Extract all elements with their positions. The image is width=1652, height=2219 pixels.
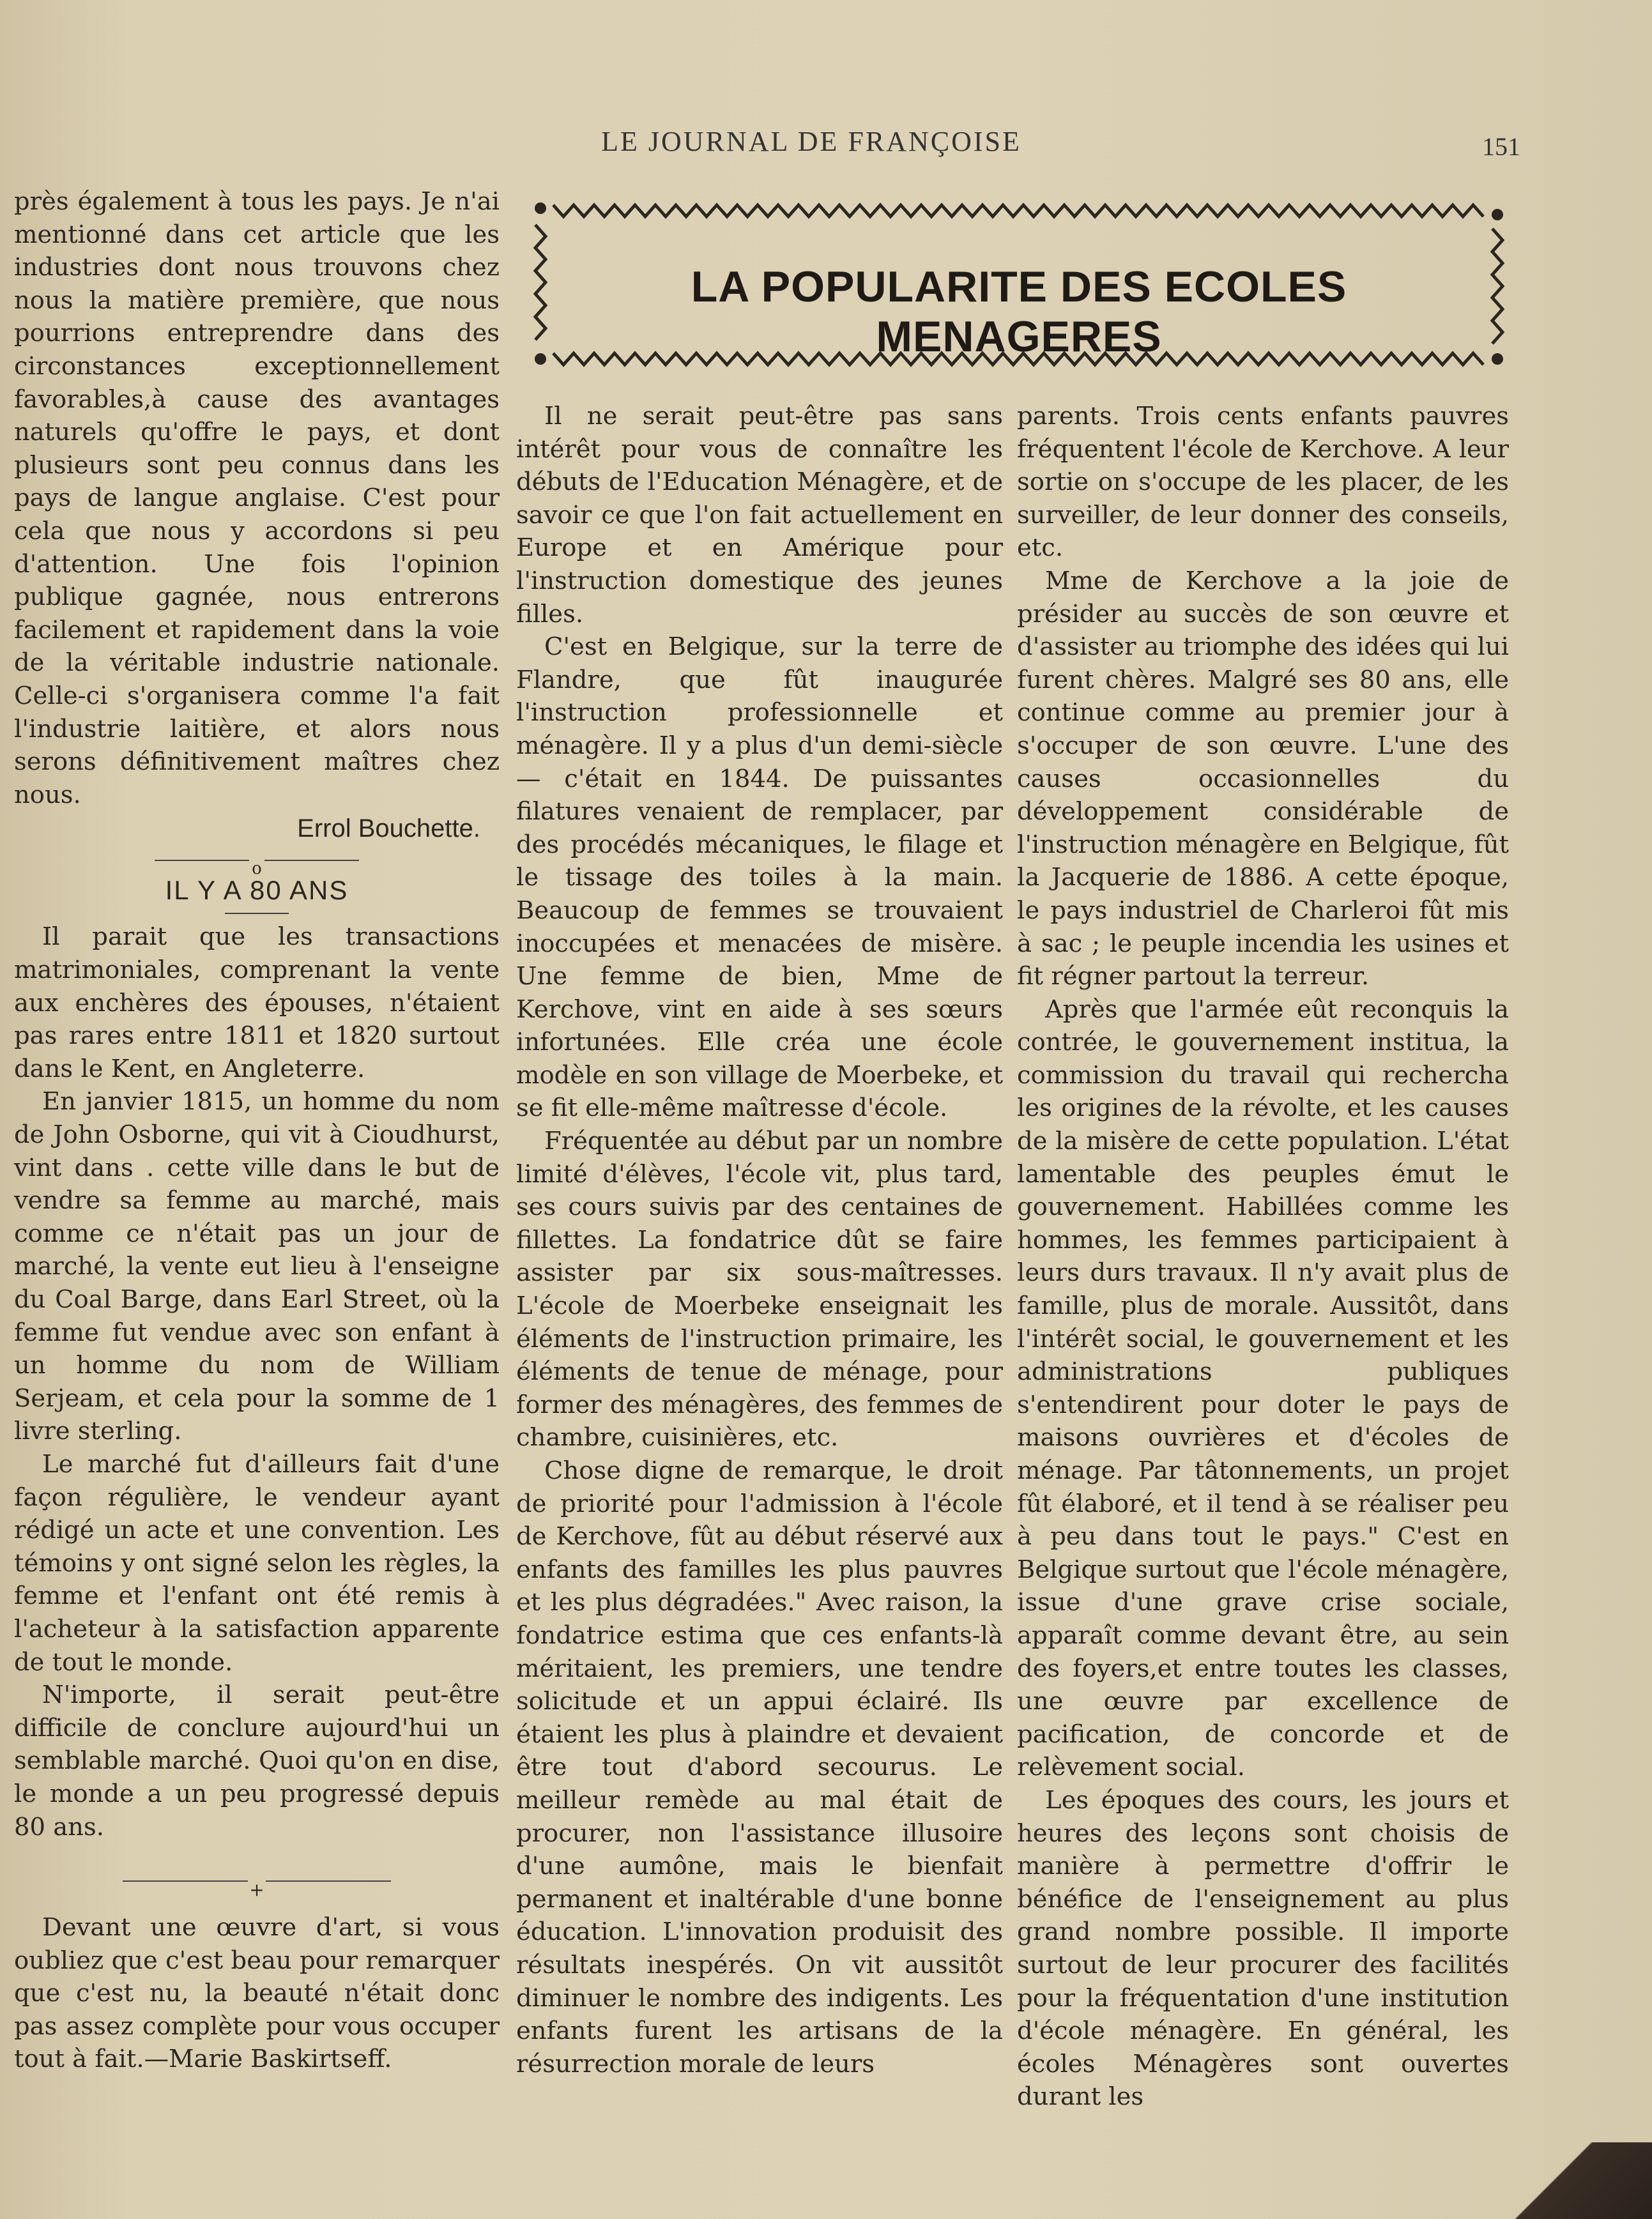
page-corner-shadow <box>1499 2142 1652 2219</box>
right-column <box>1017 400 1509 2114</box>
article-title: LA POPULARITE DES ECOLES MENAGERES <box>691 263 1347 361</box>
section-paragraph: Le marché fut d'ailleurs fait d'une façon régulière, le vendeur ayant rédigé un acte et une convention. Les témoins y ont signé selon les règles, la femme et l'enfant ont été remis à l'acheteur à la satisfaction apparente de tout le monde. <box>14 1449 500 1677</box>
article-paragraph: Il ne serait peut-être pas sans intérêt pour vous de connaître les débuts de l'Education Ménagère, et de savoir ce que l'on fait actuellement en Europe et en Amérique pour l'instruction domestique des jeunes filles. <box>516 402 1003 629</box>
section-title: IL Y A 80 ANS <box>14 874 500 915</box>
divider-ornament: + <box>249 1879 264 1901</box>
section-paragraph: En janvier 1815, un homme du nom de John Osborne, qui vit à Cioudhurst, vint dans . cette ville dans le but de vendre sa femme au marché, mais comme ce n'était pas un jour de marché, la vente eut lieu à l'enseigne du Coal Barge, dans Earl Street, où la femme fut vendue avec son enfant à un homme du nom de William Serjeam, et cela pour la somme de 1 livre sterling. <box>14 1087 500 1446</box>
divider-ornament: o <box>249 859 264 878</box>
running-head: LE JOURNAL DE FRANÇOISE <box>601 126 1021 157</box>
article-paragraph: Fréquentée au début par un nombre limité d'élèves, l'école vit, plus tard, ses cours suivis par des centaines de fillettes. La fondatrice dût se faire assister par six sous-maîtresses. L'école de Moerbeke enseignait les éléments de l'instruction primaire, les éléments de tenue de ménage, pour former des ménagères, des femmes de chambre, cuisinières, etc. <box>516 1127 1003 1453</box>
article-title-frame <box>530 192 1508 377</box>
section-paragraph: Il parait que les transactions matrimoniales, comprenant la vente aux enchères des épouses, n'étaient pas rares entre 1811 et 1820 surtout dans le Kent, en Angleterre. <box>14 922 500 1083</box>
left-column <box>14 185 500 2076</box>
quote-divider <box>14 1872 500 1901</box>
closing-quote: Devant une œuvre d'art, si vous oubliez que c'est beau pour remarquer que c'est nu, la beauté n'était donc pas assez complète pour vous occuper tout à fait.—Marie Baskirtseff. <box>14 1913 500 2074</box>
section-divider <box>14 850 500 878</box>
continued-article-text: près également à tous les pays. Je n'ai mentionné dans cet article que les industries dont nous trouvons chez nous la matière première, que nous pourrions entreprendre dans des circonstances exceptionnellement favorables,à cause des avantages naturels qu'offre le pays, et dont plusieurs sont peu connus dans les pays de langue anglaise. C'est pour cela que nous y accordons si peu d'attention. Une fois l'opinion publique gagnée, nous entrerons facilement et rapidement dans la voie de la véritable industrie nationale. Celle-ci s'organisera comme l'a fait l'industrie laitière, et alors nous serons définitivement maîtres chez nous. <box>14 187 500 809</box>
middle-column <box>516 400 1003 2080</box>
article-paragraph: Après que l'armée eût reconquis la contrée, le gouvernement institua, la commission du travail qui recherchа les origines de la révolte, et les causes de la misère de cette population. L'état lamentable des peuples émut le gouvernement. Habillées comme les hommes, les femmes participaient à leurs durs travaux. Il n'y avait plus de famille, plus de morale. Aussitôt, dans l'intérêt social, le gouvernement et les administrations publiques s'entendirent pour doter le pays de maisons ouvrières et d'écoles de ménage. Par tâtonnements, un projet fût élaboré, et il tend à se réaliser peu à peu dans tout le pays." C'est en Belgique surtout que l'école ménagère, issue d'une grave crise sociale, apparaît comme devant être, au sein des foyers,et entre toutes les classes, une œuvre par excellence de pacification, de concorde et de relèvement social. <box>1017 995 1509 1782</box>
article-paragraph: C'est en Belgique, sur la terre de Flandre, que fût inaugurée l'instruction professionnelle et ménagère. Il y a plus d'un demi-siècle — c'était en 1844. De puissantes filatures venaient de remplacer, par des procédés mécaniques, le filage et le tissage des toiles à la main. Beaucoup de femmes se trouvaient inoccupées et menacées de misère. Une femme de bien, Mme de Kerchove, vint en aide à ses sœurs infortunées. Elle créa une école modèle en son village de Moerbeke, et se fit elle-même maîtresse d'école. <box>516 632 1003 1123</box>
article-paragraph: Chose digne de remarque, le droit de priorité pour l'admission à l'école de Kerchove, fût au début réservé aux enfants des familles les plus pauvres et les plus dégradées." Avec raison, la fondatrice estima que ces enfants-là méritaient, les premiers, une tendre solicitude et un appui éclairé. Ils étaient les plus à plaindre et devaient être tout d'abord secourus. Le meilleur remède au mal était de procurer, non l'assistance illusoire d'une aumône, mais le bienfait permanent et inaltérable d'une bonne éducation. L'innovation produisit des résultats inespérés. On vit aussitôt diminuer le nombre des indigents. Les enfants furent les artisans de la résurrection morale de leurs <box>516 1456 1003 2078</box>
article-paragraph: Mme de Kerchove a la joie de présider au succès de son œuvre et d'assister au triomphe des idées qui lui furent chères. Malgré ses 80 ans, elle continue comme au premier jour à s'occuper de son œuvre. L'une des causes occasionnelles du développement considérable de l'instruction ménagère en Belgique, fût la Jacquerie de 1886. A cette époque, le pays industriel de Charleroi fût mis à sac ; le peuple incendia les usines et fit régner partout la terreur. <box>1017 566 1509 991</box>
author-signature: Errol Bouchette. <box>297 814 480 843</box>
section-paragraph: N'importe, il serait peut-être difficile de conclure aujourd'hui un semblable marché. Quoi qu'on en dise, le monde a un peu progressé depuis 80 ans. <box>14 1681 500 1842</box>
page-number: 151 <box>1482 132 1520 161</box>
article-paragraph: Les époques des cours, les jours et heures des leçons sont choisis de manière à permettre d'offrir le bénéfice de l'enseignement au plus grand nombre possible. Il importe surtout de leur procurer des facilités pour la fréquentation d'une institution d'école ménagère. En général, les écoles Ménagères sont ouvertes durant les <box>1017 1785 1509 2112</box>
article-paragraph: parents. Trois cents enfants pauvres fréquentent l'école de Kerchove. A leur sortie on s'occupe de les placer, de les surveiller, de leur donner des conseils, etc. <box>1017 402 1509 563</box>
